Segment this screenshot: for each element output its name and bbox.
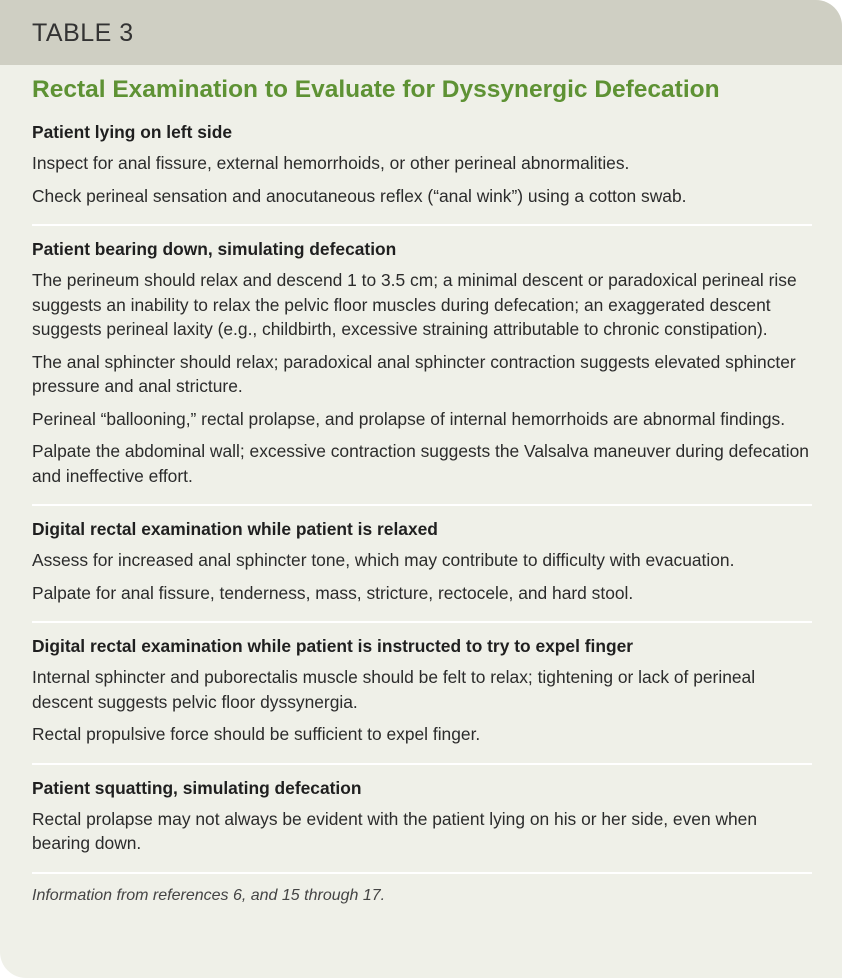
section-item: Palpate for anal fissure, tenderness, mass, stricture, rectocele, and hard stool. [32, 582, 634, 603]
section-heading: Digital rectal examination while patient is instructed to try to expel finger [32, 636, 634, 656]
section-item: Palpate the abdominal wall; excessive contraction suggests the Valsalva maneuver during defecation and ineffective effort. [32, 441, 809, 486]
table-label: TABLE 3 [32, 19, 134, 47]
section-item: Perineal “ballooning,” rectal prolapse, and prolapse of internal hemorrhoids are abnormal findings. [32, 408, 786, 429]
section-item: Internal sphincter and puborectalis muscle should be felt to relax; tightening or lack of perineal descent suggests pelvic floor dyssynergia. [32, 667, 756, 712]
table-footnote: Information from references 6, and 15 through 17. [32, 886, 386, 904]
section-item: Assess for increased anal sphincter tone, which may contribute to difficulty with evacuation. [32, 550, 735, 570]
section-item: The perineum should relax and descend 1 to 3.5 cm; a minimal descent or paradoxical perineal rise suggests an inability to relax the pelvic floor muscles during defecation; an exaggerated descent suggests perineal laxity (e.g., childbirth, excessive straining attributable to chronic constipation). [32, 270, 797, 339]
section-heading: Digital rectal examination while patient is relaxed [32, 519, 438, 539]
section-item: Rectal propulsive force should be sufficient to expel finger. [32, 724, 481, 744]
section-heading: Patient bearing down, simulating defecation [32, 239, 397, 259]
section-heading: Patient lying on left side [32, 122, 233, 142]
section-bearing-down [32, 237, 812, 506]
section-item: The anal sphincter should relax; paradoxical anal sphincter contraction suggests elevated sphincter pressure and anal stricture. [32, 351, 796, 396]
section-heading: Patient squatting, simulating defecation [32, 777, 362, 798]
section-item: Check perineal sensation and anocutaneous reflex (“anal wink”) using a cotton swab. [32, 185, 687, 206]
section-item: Inspect for anal fissure, external hemorrhoids, or other perineal abnormalities. [32, 153, 630, 173]
section-left-side [32, 120, 812, 226]
section-dre-relaxed [32, 517, 812, 623]
table-header [0, 0, 842, 65]
table-body [32, 120, 812, 907]
section-squatting [32, 776, 812, 874]
section-dre-expel-finger [32, 634, 812, 765]
section-item: Rectal prolapse may not always be evident with the patient lying on his or her side, even when bearing down. [32, 808, 758, 853]
table-title: Rectal Examination to Evaluate for Dyssynergic Defecation [32, 76, 720, 103]
